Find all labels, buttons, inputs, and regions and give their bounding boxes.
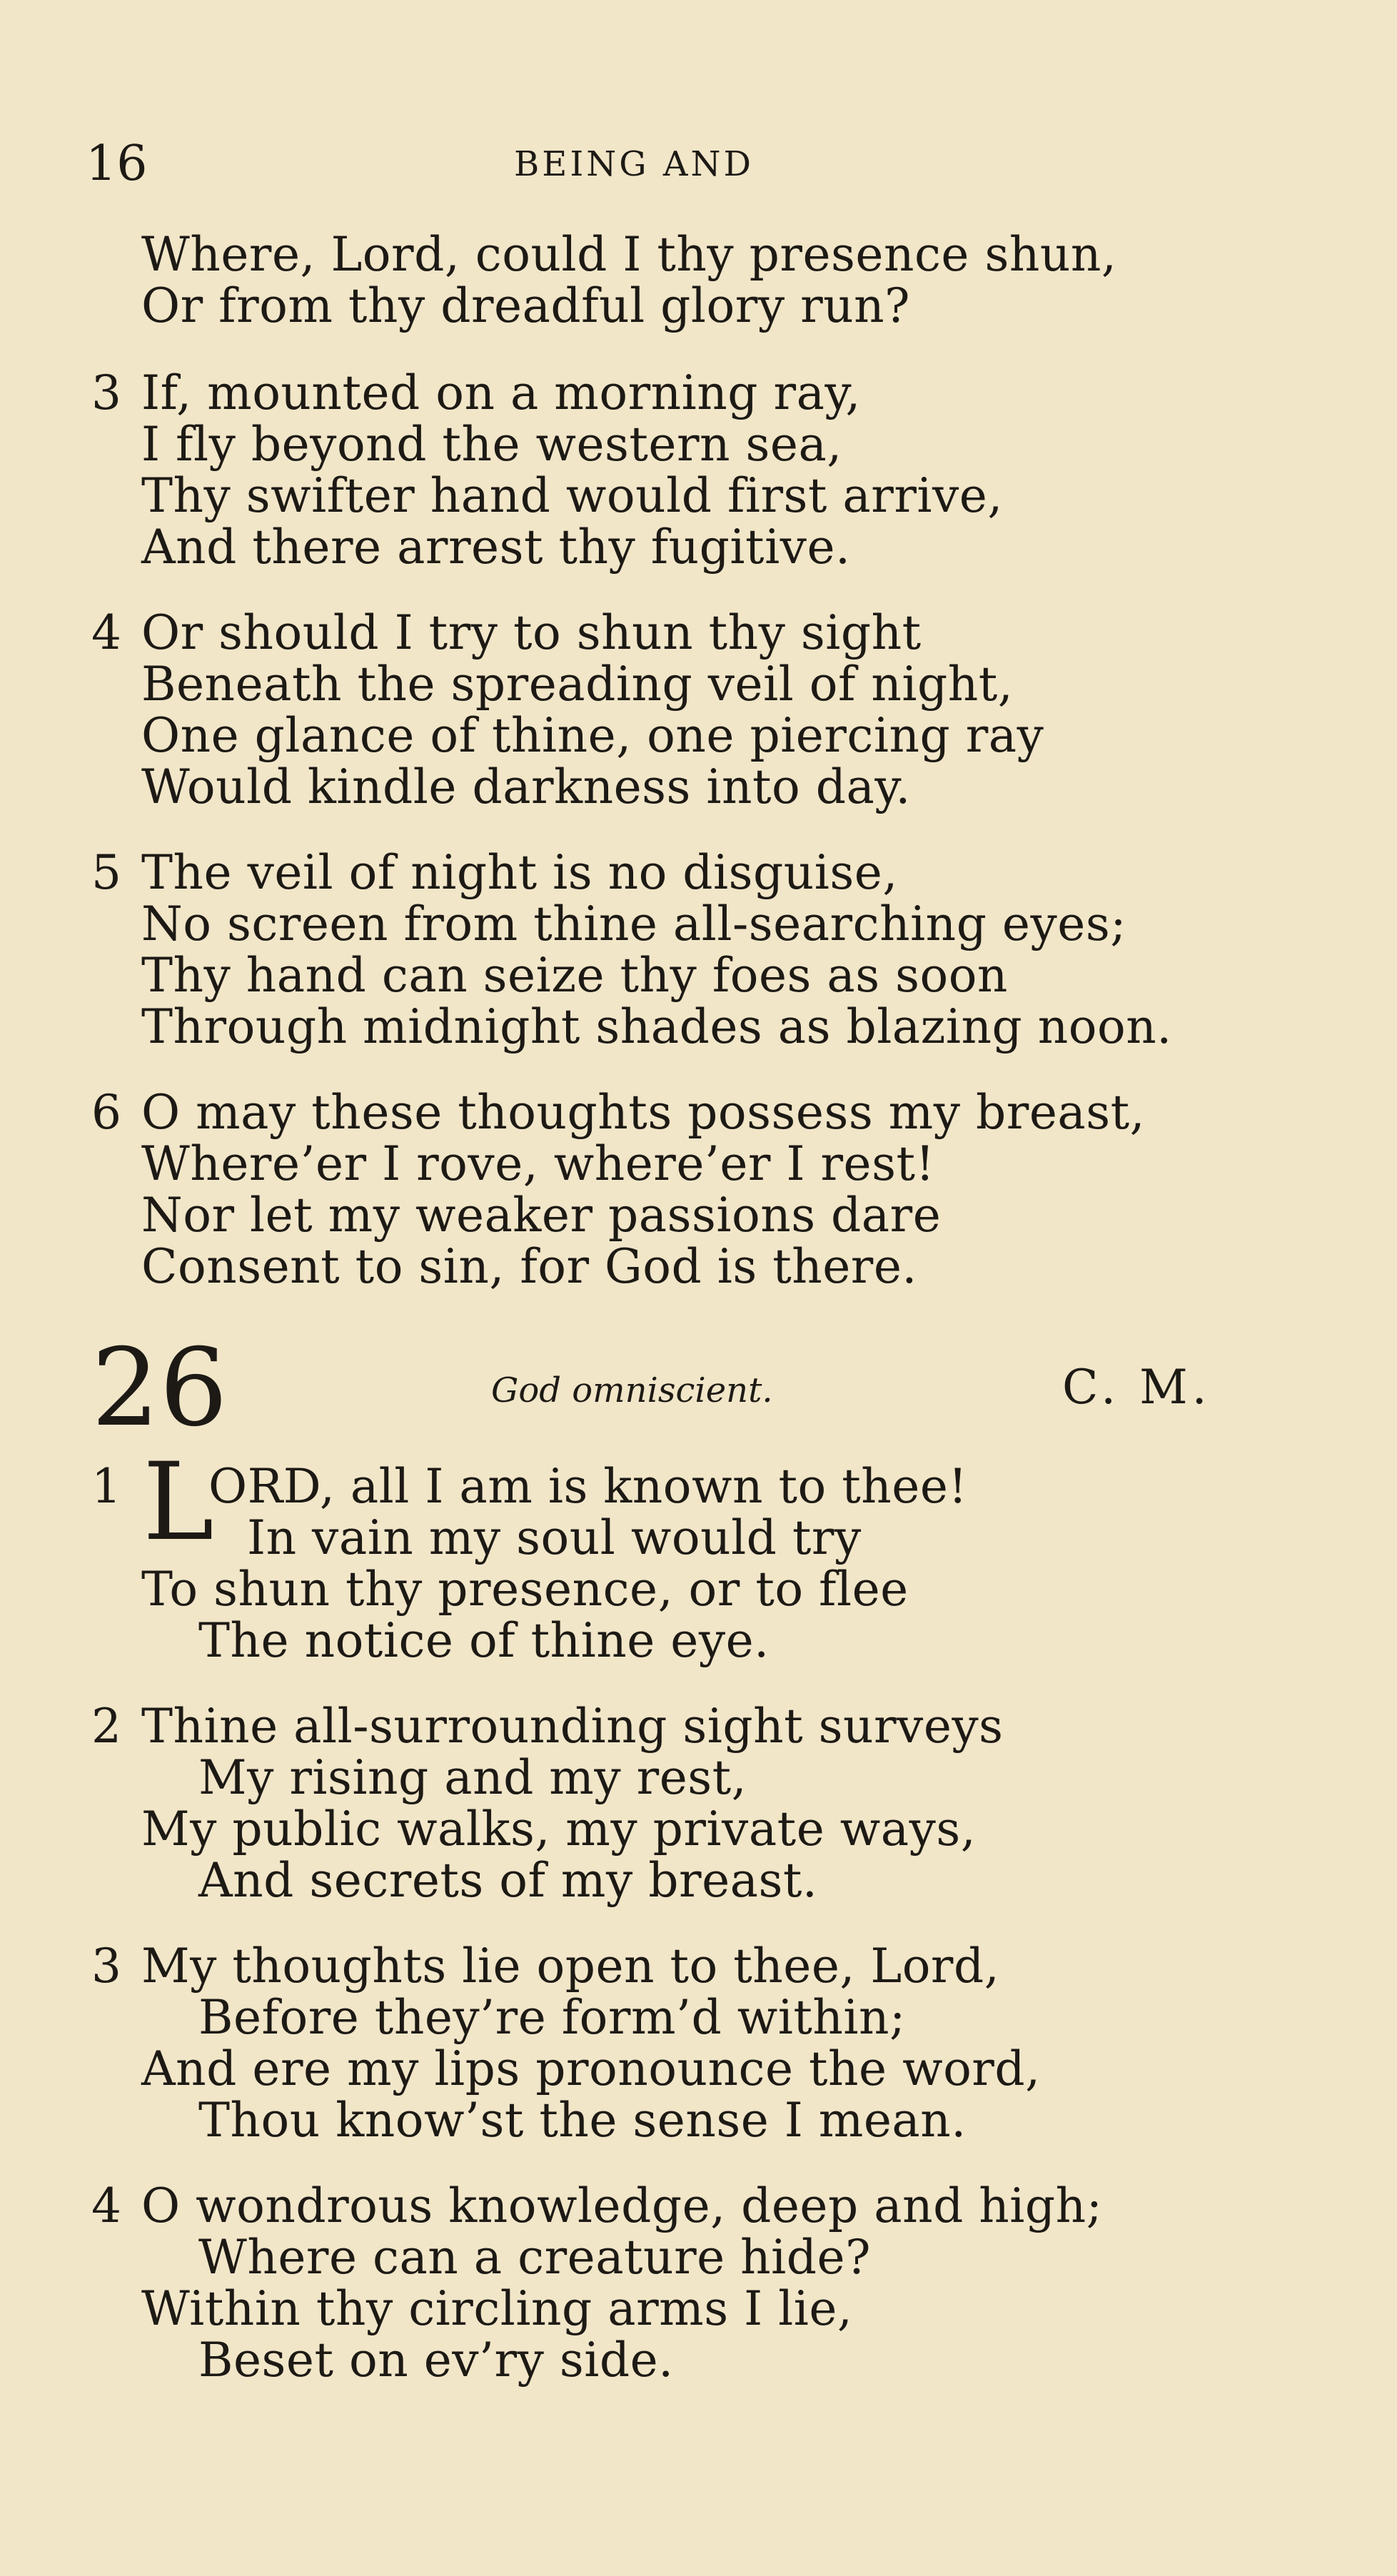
- verse-line: My rising and my rest,: [198, 1750, 747, 1805]
- verse-line: Where can a creature hide?: [198, 2230, 871, 2285]
- verse-line: And there arrest thy fugitive.: [141, 520, 851, 575]
- verse-line: And ere my lips pronounce the word,: [141, 2041, 1041, 2096]
- verse-line: ORD, all I am is known to thee!: [208, 1459, 968, 1514]
- verse-line: Thy swifter hand would first arrive,: [141, 468, 1003, 523]
- verse-line: Where, Lord, could I thy presence shun,: [141, 227, 1117, 282]
- hymn-number: 26: [91, 1326, 228, 1450]
- stanza-number: 6: [91, 1085, 121, 1140]
- verse-line: Thy hand can seize thy foes as soon: [141, 948, 1008, 1003]
- verse-line: Thou know’st the sense I mean.: [198, 2093, 967, 2148]
- verse-line: And secrets of my breast.: [198, 1853, 818, 1908]
- page-number: 16: [86, 136, 148, 192]
- verse-line: O may these thoughts possess my breast,: [141, 1085, 1146, 1140]
- running-head: BEING AND: [514, 144, 755, 184]
- verse-line: Or should I try to shun thy sight: [141, 605, 922, 660]
- verse-line: To shun thy presence, or to flee: [141, 1562, 909, 1617]
- verse-line: Beset on ev’ry side.: [198, 2333, 674, 2388]
- stanza-number: 4: [91, 2178, 121, 2233]
- verse-line: The notice of thine eye.: [198, 1613, 770, 1668]
- verse-line: The veil of night is no disguise,: [141, 845, 898, 900]
- verse-line: I fly beyond the western sea,: [141, 417, 842, 472]
- verse-line: Nor let my weaker passions dare: [141, 1188, 942, 1243]
- verse-line: Within thy circling arms I lie,: [141, 2281, 853, 2336]
- verse-line: If, mounted on a morning ray,: [141, 365, 861, 420]
- verse-line: Consent to sin, for God is there.: [141, 1239, 917, 1294]
- stanza-number: 3: [91, 1939, 121, 1994]
- verse-line: Beneath the spreading veil of night,: [141, 657, 1014, 712]
- stanza-number: 2: [91, 1699, 121, 1754]
- verse-line: My thoughts lie open to thee, Lord,: [141, 1939, 1000, 1994]
- hymn-meter: C. M.: [1062, 1360, 1211, 1415]
- verse-line: Would kindle darkness into day.: [141, 759, 911, 814]
- verse-line: Where’er I rove, where’er I rest!: [141, 1136, 935, 1191]
- stanza-number: 4: [91, 605, 121, 660]
- verse-line: In vain my soul would try: [247, 1510, 862, 1565]
- stanza-number: 3: [91, 365, 121, 420]
- verse-line: Thine all-surrounding sight surveys: [141, 1699, 1004, 1754]
- verse-line: One glance of thine, one piercing ray: [141, 708, 1044, 763]
- verse-line: O wondrous knowledge, deep and high;: [141, 2178, 1103, 2233]
- drop-cap: L: [143, 1440, 214, 1565]
- verse-line: Before they’re form’d within;: [198, 1990, 906, 2045]
- verse-line: No screen from thine all-searching eyes;: [141, 896, 1126, 951]
- stanza-number: 1: [91, 1459, 121, 1514]
- hymn-title: God omniscient.: [491, 1370, 773, 1410]
- verse-line: My public walks, my private ways,: [141, 1802, 977, 1857]
- verse-line: Or from thy dreadful glory run?: [141, 278, 911, 333]
- stanza-number: 5: [91, 845, 121, 900]
- page-header: [86, 136, 1199, 200]
- verse-line: Through midnight shades as blazing noon.: [141, 999, 1172, 1054]
